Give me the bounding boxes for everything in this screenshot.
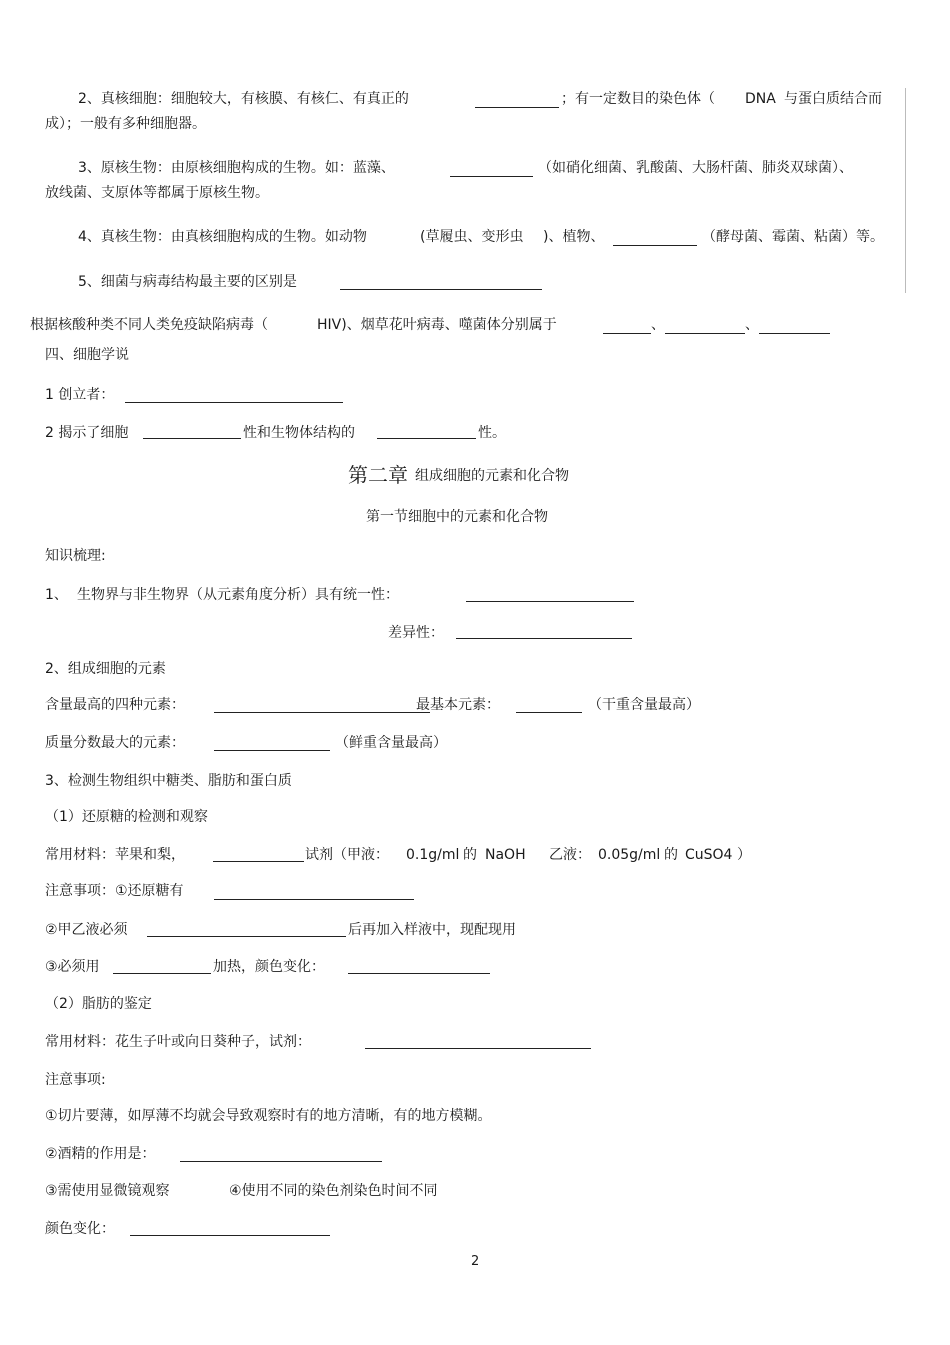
blank[interactable] [143, 438, 241, 439]
text: 的 [664, 847, 678, 863]
blank[interactable] [214, 750, 330, 751]
blank[interactable] [113, 973, 211, 974]
blank[interactable] [125, 402, 343, 403]
text: 性和生物体结构的 [243, 425, 355, 441]
text: DNA [745, 91, 776, 107]
text: )、植物、 [543, 229, 605, 245]
blank[interactable] [613, 245, 697, 246]
text: （干重含量最高） [588, 697, 700, 713]
text: 颜色变化： [45, 1221, 115, 1237]
text: 成）；一般有多种细胞器。 [45, 116, 206, 132]
text: 4、真核生物：由真核细胞构成的生物。如动物 [78, 229, 367, 245]
text: 最基本元素： [416, 697, 500, 713]
text: 加热，颜色变化： [213, 959, 325, 975]
text: 性。 [478, 425, 506, 441]
text: 注意事项：①还原糖有 [45, 883, 184, 899]
text: 后再加入样液中，现配现用 [348, 922, 516, 938]
text: 乙液： [549, 847, 591, 863]
text: 3、原核生物：由原核细胞构成的生物。如：蓝藻、 [78, 160, 395, 176]
text: (草履虫、变形虫 [420, 229, 524, 245]
text: 常用材料：花生子叶或向日葵种子，试剂： [45, 1034, 311, 1050]
blank[interactable] [516, 712, 582, 713]
blank[interactable] [377, 438, 476, 439]
blank[interactable] [214, 712, 430, 713]
text: 知识梳理: [45, 548, 106, 564]
text: CuSO4 [685, 847, 733, 863]
text: HIV)、烟草花叶病毒、噬菌体分别属于 [317, 317, 557, 333]
blank[interactable] [475, 107, 559, 108]
blank[interactable] [466, 601, 634, 602]
subheading: （2）脂肪的鉴定 [45, 996, 152, 1012]
text: 0.05g/ml [598, 847, 661, 863]
section-title: 第一节细胞中的元素和化合物 [366, 509, 548, 525]
text: 与蛋白质结合而 [784, 91, 882, 107]
blank[interactable] [665, 333, 745, 334]
text: 、 [745, 317, 759, 333]
text: （鲜重含量最高） [335, 735, 447, 751]
blank[interactable] [214, 899, 414, 900]
chapter-title: 组成细胞的元素和化合物 [415, 468, 569, 484]
blank[interactable] [130, 1235, 330, 1236]
blank[interactable] [180, 1161, 382, 1162]
text: 1 创立者： [45, 387, 115, 403]
margin-line [905, 88, 906, 293]
heading: 2、组成细胞的元素 [45, 661, 166, 677]
blank[interactable] [603, 333, 651, 334]
text: ③需使用显微镜观察 [45, 1183, 170, 1199]
text: ①切片要薄，如厚薄不均就会导致观察时有的地方清晰，有的地方模糊。 [45, 1108, 492, 1124]
text: 放线菌、支原体等都属于原核生物。 [45, 185, 269, 201]
blank[interactable] [348, 973, 490, 974]
text: 试剂（甲液： [305, 847, 389, 863]
text: 常用材料：苹果和梨， [45, 847, 185, 863]
text: 2、真核细胞：细胞较大，有核膜、有核仁、有真正的 [78, 91, 409, 107]
text: 差异性： [388, 625, 444, 641]
text: 的 [463, 847, 477, 863]
text: 注意事项: [45, 1072, 106, 1088]
blank[interactable] [759, 333, 830, 334]
page-number: 2 [471, 1254, 480, 1269]
text: ；有一定数目的染色体（ [561, 91, 715, 107]
text: 含量最高的四种元素： [45, 697, 185, 713]
text: 、 [651, 317, 665, 333]
blank[interactable] [456, 638, 632, 639]
blank[interactable] [365, 1048, 591, 1049]
text: 质量分数最大的元素： [45, 735, 185, 751]
text: （如硝化细菌、乳酸菌、大肠杆菌、肺炎双球菌）、 [538, 160, 853, 176]
heading: 四、细胞学说 [45, 347, 129, 363]
text: ②甲乙液必须 [45, 922, 128, 938]
text: 1、 [45, 587, 68, 603]
text: ④使用不同的染色剂染色时间不同 [229, 1183, 438, 1199]
text: 0.1g/ml [406, 847, 460, 863]
text: 根据核酸种类不同人类免疫缺陷病毒（ [30, 317, 268, 333]
text: （酵母菌、霉菌、粘菌）等。 [702, 229, 884, 245]
blank[interactable] [450, 176, 533, 177]
blank[interactable] [213, 861, 304, 862]
text: NaOH [485, 847, 526, 863]
text: 生物界与非生物界（从元素角度分析）具有统一性： [77, 587, 399, 603]
subheading: （1）还原糖的检测和观察 [45, 809, 208, 825]
text: ③必须用 [45, 959, 100, 975]
text: ②酒精的作用是： [45, 1146, 156, 1162]
blank[interactable] [147, 936, 346, 937]
blank[interactable] [340, 289, 542, 290]
chapter-number: 第二章 [348, 463, 408, 487]
text: ） [737, 847, 751, 863]
heading: 3、检测生物组织中糖类、脂肪和蛋白质 [45, 773, 292, 789]
text: 2 揭示了细胞 [45, 425, 129, 441]
text: 5、细菌与病毒结构最主要的区别是 [78, 274, 297, 290]
